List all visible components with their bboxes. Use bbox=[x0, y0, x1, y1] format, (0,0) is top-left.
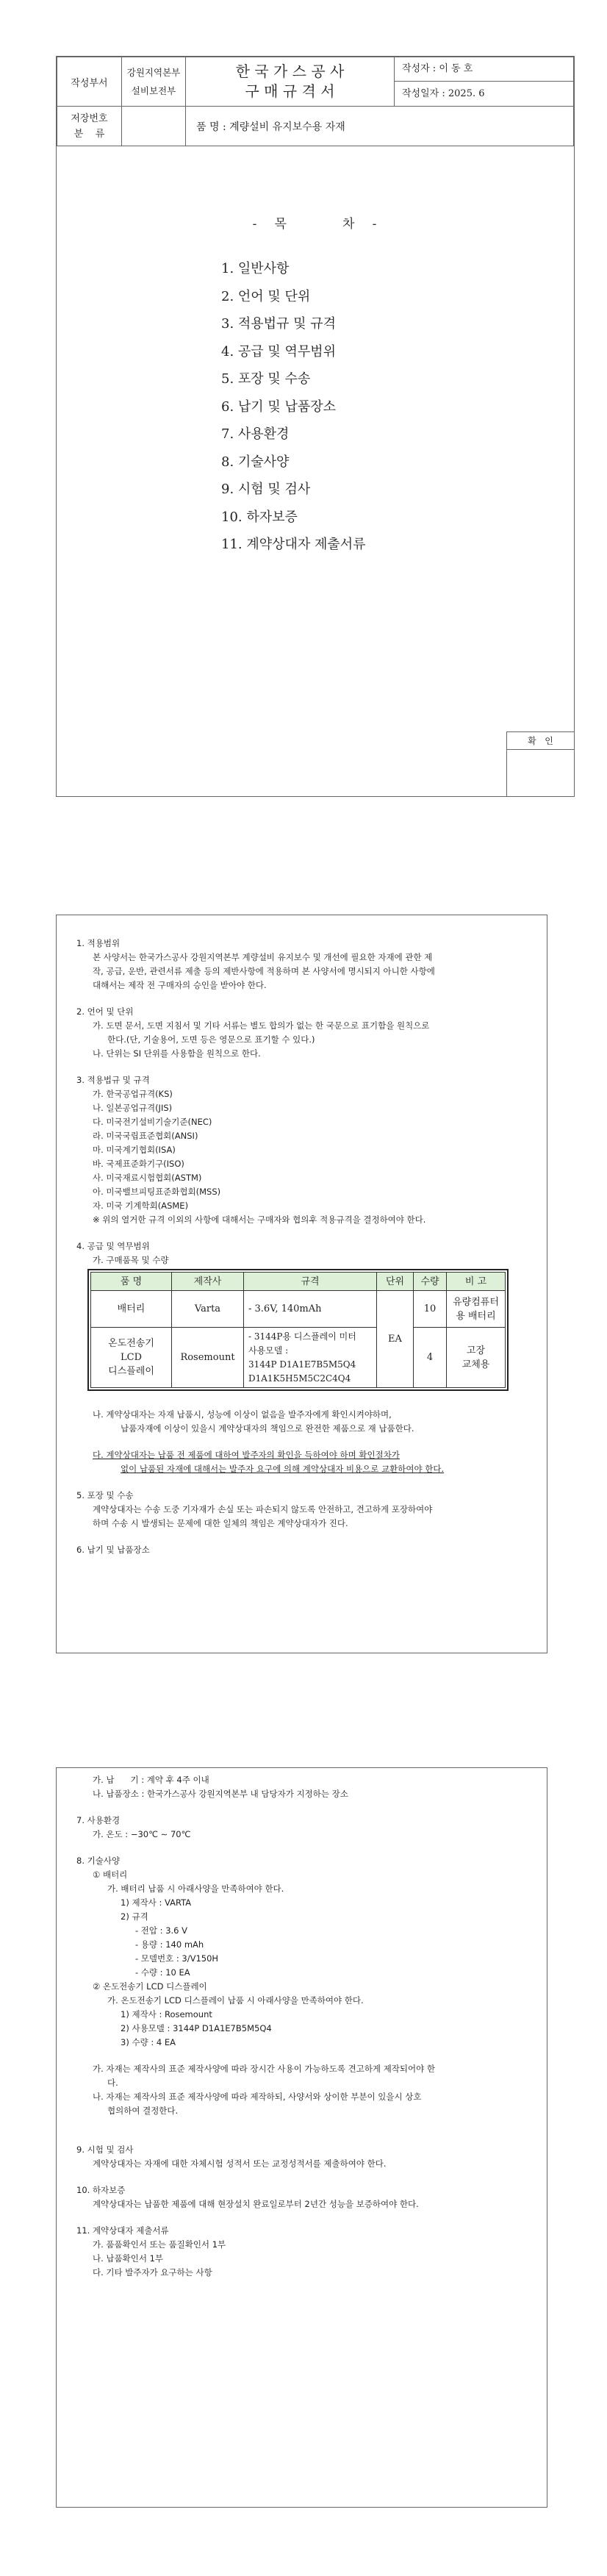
text-line: 하며 수송 시 발생되는 문제에 대한 일체의 책임은 계약상대자가 진다. bbox=[93, 1518, 348, 1528]
text-line: 가. 온도전송기 LCD 디스플레이 납품 시 아래사양을 만족하여야 한다. bbox=[107, 1995, 364, 2006]
text-line: 나. 납품장소 : 한국가스공사 강원지역본부 내 담당자가 지정하는 장소 bbox=[93, 1789, 348, 1799]
section-title: 10. 하자보증 bbox=[76, 2185, 126, 2195]
text-line: 작, 공급, 운반, 관련서류 제출 등의 제반사항에 적용하며 본 사양서에 명시되지 아니한 사항에 bbox=[93, 966, 435, 976]
list-item: 나. 일본공업규격(JIS) bbox=[93, 1103, 173, 1113]
text-line: 나. 자재는 제작사의 표준 제작사양에 따라 제작하되, 사양서와 상이한 부분이 있을시 상호 bbox=[93, 2092, 422, 2102]
text-line: 나. 단위는 SI 단위를 사용함을 원칙으로 한다. bbox=[93, 1048, 261, 1059]
text-line: 가. 자재는 제작사의 표준 제작사양에 따라 장시간 사용이 가능하도록 견고하게 제작되어야 한 bbox=[93, 2064, 436, 2074]
name-line: LCD bbox=[120, 1352, 142, 1363]
text-line: 계약상대자는 자재에 대한 자체시험 성적서 또는 교정성적서를 제출하여야 한다. bbox=[93, 2158, 387, 2169]
toc-item: 1. 일반사항 bbox=[221, 261, 290, 276]
dept-value-line1: 강원지역본부 bbox=[126, 67, 181, 78]
toc-item: 3. 적용법규 및 규격 bbox=[221, 316, 337, 332]
cell-qty: 4 bbox=[414, 1328, 447, 1388]
text-line: 2) 규격 bbox=[121, 1911, 148, 1922]
toc-item: 2. 언어 및 단위 bbox=[221, 288, 311, 304]
subsection-title: ② 온도전송기 LCD 디스플레이 bbox=[93, 1981, 207, 1992]
section-title: 8. 기술사양 bbox=[76, 1856, 121, 1866]
author-date-cell bbox=[395, 57, 574, 107]
text-line: 계약상대자는 수송 도중 기자재가 손실 또는 파손되지 않도록 안전하고, 견고하게 포장하여야 bbox=[93, 1504, 433, 1514]
cell-spec: - 3.6V, 140mAh bbox=[244, 1291, 377, 1328]
cell-note bbox=[447, 1291, 506, 1328]
text-line: 납품자재에 이상이 있을시 계약상대자의 책임으로 완전한 제품으로 재 납품한다. bbox=[121, 1423, 414, 1434]
list-item: 라. 미국국립표준협회(ANSI) bbox=[93, 1131, 198, 1141]
toc-item: 6. 납기 및 납품장소 bbox=[221, 398, 337, 415]
org-line2: 구 매 규 격 서 bbox=[245, 82, 335, 100]
text-line: 나. 계약상대자는 자재 납품시, 성능에 이상이 없음을 발주자에게 확인시켜야하며, bbox=[93, 1409, 392, 1420]
text-line: 다. bbox=[107, 2078, 118, 2088]
list-item: 바. 국제표준화기구(ISO) bbox=[93, 1159, 184, 1169]
table-header: 품 명 bbox=[91, 1273, 172, 1291]
text-line: 1) 제작사 : Rosemount bbox=[121, 2009, 212, 2019]
spec-line: - 3144P용 디스플레이 미터 bbox=[248, 1331, 356, 1342]
text-line: 가. 도면 문서, 도면 지침서 및 기타 서류는 별도 합의가 없는 한 국문으로 표기함을 원칙으로 bbox=[93, 1020, 430, 1031]
section-title: 3. 적용법규 및 규격 bbox=[76, 1075, 150, 1085]
spec-content-2 bbox=[76, 937, 539, 1557]
note-line: 용 배터리 bbox=[456, 1310, 496, 1322]
text-line: 1) 제작사 : VARTA bbox=[121, 1897, 192, 1908]
cell-unit: EA bbox=[377, 1291, 414, 1388]
org-title bbox=[186, 57, 395, 107]
list-item: 마. 미국계기협회(ISA) bbox=[93, 1145, 176, 1155]
cell-qty: 10 bbox=[414, 1291, 447, 1328]
section-title: 4. 공급 및 역무범위 bbox=[76, 1241, 150, 1251]
section-title: 9. 시험 및 검사 bbox=[76, 2144, 134, 2155]
spec-line: 3144P D1A1E7B5M5Q4 bbox=[248, 1359, 356, 1370]
section-title: 1. 적용범위 bbox=[76, 938, 121, 948]
text-line: 가. 구매품목 및 수량 bbox=[93, 1255, 169, 1265]
dept-label: 작성부서 bbox=[57, 57, 122, 107]
spec-line: 사용모델 : bbox=[248, 1345, 289, 1356]
list-item: - 전압 : 3.6 V bbox=[135, 1925, 188, 1936]
list-item: 나. 납품확인서 1부 bbox=[93, 2253, 164, 2264]
text-line: 가. 납 기 : 계약 후 4주 이내 bbox=[93, 1775, 209, 1785]
toc-title: - 목 차 - bbox=[252, 217, 378, 232]
text-line: 가. 온도 : −30℃ ∼ 70℃ bbox=[93, 1829, 191, 1839]
toc-item: 4. 공급 및 역무범위 bbox=[221, 343, 337, 359]
list-item: 사. 미국재료시험협회(ASTM) bbox=[93, 1173, 202, 1183]
list-item: - 모델번호 : 3/V150H bbox=[135, 1953, 219, 1964]
table-header: 제작사 bbox=[172, 1273, 244, 1291]
list-item: 자. 미국 기계학회(ASME) bbox=[93, 1201, 189, 1211]
section-title: 7. 사용환경 bbox=[76, 1815, 121, 1825]
table-header: 규격 bbox=[244, 1273, 377, 1291]
text-line: 대해서는 제작 전 구매자의 승인을 받아야 한다. bbox=[93, 980, 267, 990]
org-line1: 한 국 가 스 공 사 bbox=[235, 62, 345, 80]
dept-value bbox=[122, 57, 186, 107]
date: 작성일자 : 2025. 6 bbox=[402, 88, 485, 99]
list-item: - 용량 : 140 mAh bbox=[135, 1939, 204, 1950]
text-line: 한다.(단, 기술용어, 도면 등은 영문으로 표기할 수 있다.) bbox=[107, 1034, 315, 1045]
storage-label-line2: 분 류 bbox=[73, 128, 105, 140]
toc-list bbox=[221, 255, 366, 559]
table-header: 수량 bbox=[414, 1273, 447, 1291]
cell-note bbox=[447, 1328, 506, 1388]
toc-item: 7. 사용환경 bbox=[221, 426, 290, 442]
dept-value-line2: 설비보전부 bbox=[131, 85, 176, 96]
name-line: 디스플레이 bbox=[108, 1366, 154, 1377]
text-line: 다. 계약상대자는 납품 전 제품에 대하여 발주자의 확인을 득하여야 하며 확인절차가 bbox=[93, 1450, 400, 1460]
cell-spec bbox=[244, 1328, 377, 1388]
table-row bbox=[91, 1291, 506, 1328]
note-line: 고장 bbox=[466, 1345, 486, 1356]
spec-page-2 bbox=[56, 915, 547, 1653]
item-table bbox=[90, 1272, 506, 1388]
confirm-signature-area bbox=[507, 750, 575, 797]
confirm-box bbox=[506, 731, 575, 797]
text-line: 가. 배터리 납품 시 아래사양을 만족하여야 한다. bbox=[107, 1883, 284, 1894]
cell-name: 배터리 bbox=[91, 1291, 172, 1328]
text-line: 없이 납품된 자재에 대해서는 발주자 요구에 의해 계약상대자 비용으로 교환하여야 한다. bbox=[121, 1464, 445, 1474]
toc-item: 9. 시험 및 검사 bbox=[221, 482, 311, 497]
note-line: ※ 위의 열거한 규격 이외의 사항에 대해서는 구매자와 협의후 적용규격을 결정하여야 한다. bbox=[93, 1214, 426, 1225]
subsection-title: ① 배터리 bbox=[93, 1870, 128, 1880]
note-line: 유량컴퓨터 bbox=[453, 1296, 499, 1308]
text-line: 2) 사용모델 : 3144P D1A1E7B5M5Q4 bbox=[121, 2023, 272, 2033]
spec-page-3 bbox=[56, 1767, 547, 2508]
section-title: 6. 납기 및 납품장소 bbox=[76, 1545, 150, 1555]
table-header: 단위 bbox=[377, 1273, 414, 1291]
list-item: 다. 미국전기설비기술기준(NEC) bbox=[93, 1117, 212, 1127]
section-title: 2. 언어 및 단위 bbox=[76, 1006, 134, 1017]
text-line: 3) 수량 : 4 EA bbox=[121, 2037, 176, 2047]
cell-maker: Varta bbox=[172, 1291, 244, 1328]
note-line: 교체용 bbox=[461, 1359, 490, 1370]
item-name: 품 명 : 계량설비 유지보수용 자재 bbox=[186, 107, 574, 146]
text-line: 협의하여 결정한다. bbox=[107, 2105, 179, 2116]
list-item: 다. 기타 발주자가 요구하는 사항 bbox=[93, 2267, 212, 2278]
section-title: 11. 계약상대자 제출서류 bbox=[76, 2225, 169, 2236]
author: 작성자 : 이 동 호 bbox=[395, 57, 573, 82]
toc-item: 10. 하자보증 bbox=[221, 509, 298, 525]
item-table-frame bbox=[87, 1269, 509, 1391]
text-line: 본 사양서는 한국가스공사 강원지역본부 계량설비 유지보수 및 개선에 필요한 자재에 관한 제 bbox=[93, 952, 433, 962]
list-item: - 수량 : 10 EA bbox=[135, 1967, 190, 1978]
list-item: 아. 미국밸브피팅표준화협회(MSS) bbox=[93, 1187, 221, 1197]
name-line: 온도전송기 bbox=[108, 1338, 154, 1349]
text-line: 계약상대자는 납품한 제품에 대해 현장설치 완료일로부터 2년간 성능을 보증하여야 한다. bbox=[93, 2199, 419, 2209]
toc-item: 11. 계약상대자 제출서류 bbox=[221, 537, 366, 552]
list-item: 가. 한국공업규격(KS) bbox=[93, 1089, 173, 1099]
toc-item: 5. 포장 및 수송 bbox=[221, 371, 311, 387]
storage-value bbox=[122, 107, 186, 146]
storage-label-line1: 저장번호 bbox=[71, 112, 108, 124]
table-header: 비 고 bbox=[447, 1273, 506, 1291]
cover-page bbox=[56, 56, 575, 797]
toc-item: 8. 기술사양 bbox=[221, 454, 290, 470]
list-item: 가. 품품확인서 또는 품질확인서 1부 bbox=[93, 2239, 226, 2250]
cover-header-table bbox=[57, 57, 574, 146]
storage-label bbox=[57, 107, 122, 146]
spec-line: D1A1K5H5M5C2C4Q4 bbox=[248, 1373, 351, 1384]
confirm-label: 확 인 bbox=[507, 732, 575, 750]
table-row bbox=[91, 1328, 506, 1388]
cell-name bbox=[91, 1328, 172, 1388]
spec-content-3 bbox=[76, 1773, 539, 2280]
cell-maker: Rosemount bbox=[172, 1328, 244, 1388]
section-title: 5. 포장 및 수송 bbox=[76, 1490, 134, 1500]
